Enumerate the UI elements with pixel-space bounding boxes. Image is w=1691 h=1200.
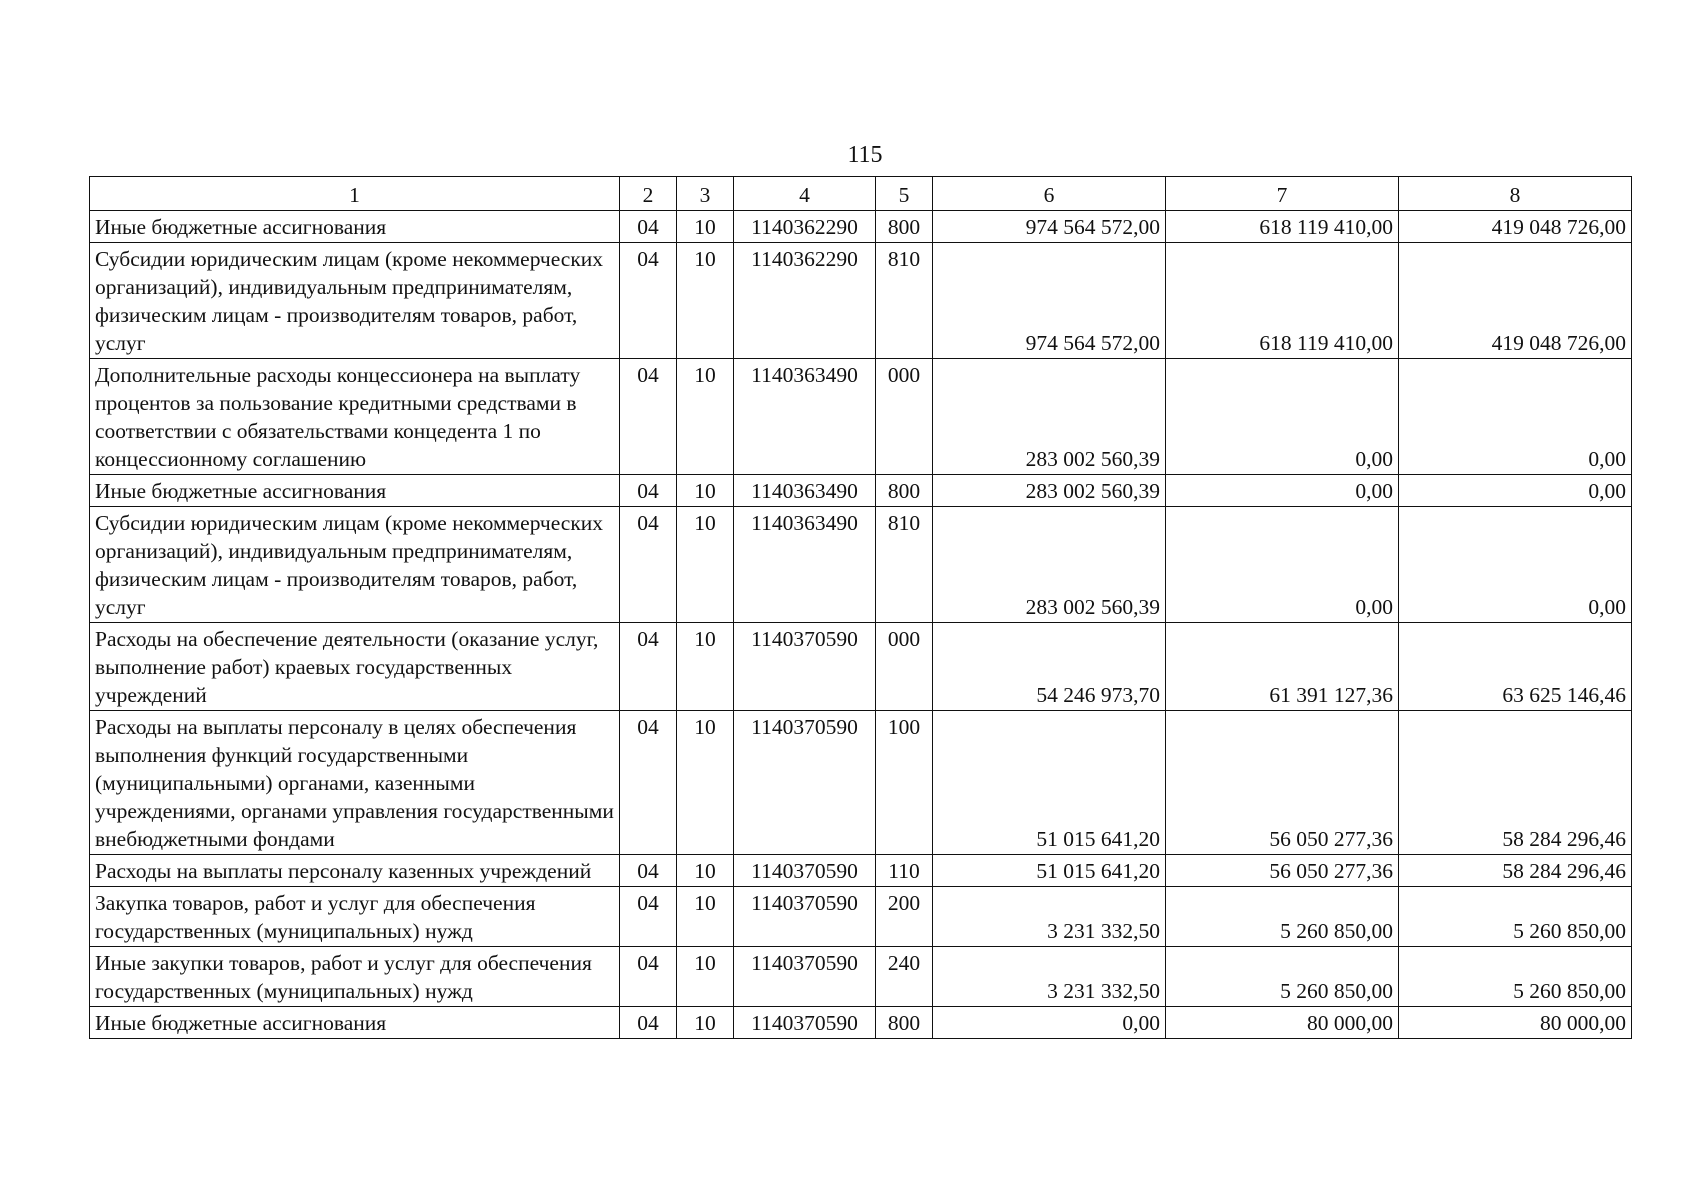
amount-year3-cell: 419 048 726,00 (1399, 211, 1632, 243)
amount-year1-cell: 283 002 560,39 (933, 359, 1166, 475)
target-article-cell: 1140363490 (734, 475, 876, 507)
target-article-cell: 1140370590 (734, 947, 876, 1007)
subsection-code-cell: 10 (677, 359, 734, 475)
expense-name-cell (90, 507, 620, 623)
table-row (90, 243, 1632, 359)
expense-name-cell (90, 947, 620, 1007)
subsection-code-cell: 10 (677, 243, 734, 359)
expense-type-cell: 000 (876, 359, 933, 475)
target-article-cell: 1140362290 (734, 243, 876, 359)
expense-name: Субсидии юридическим лицам (кроме некоммерческих организаций), индивидуальным предпринимателям, физическим лицам - производителям товаров, работ, услуг (95, 511, 604, 619)
header-row (90, 177, 1632, 211)
amount-year3-cell: 0,00 (1399, 359, 1632, 475)
expense-name-cell (90, 359, 620, 475)
header-cell-2: 2 (620, 177, 677, 211)
amount-year2-cell: 0,00 (1166, 507, 1399, 623)
amount-year1-cell: 974 564 572,00 (933, 243, 1166, 359)
section-code-cell: 04 (620, 623, 677, 711)
expense-name: Иные бюджетные ассигнования (95, 479, 387, 503)
amount-year1-cell: 974 564 572,00 (933, 211, 1166, 243)
amount-year2-cell: 618 119 410,00 (1166, 243, 1399, 359)
amount-year3-cell: 80 000,00 (1399, 1007, 1632, 1039)
header-cell-6: 6 (933, 177, 1166, 211)
expense-type-cell: 110 (876, 855, 933, 887)
target-article-cell: 1140363490 (734, 507, 876, 623)
amount-year3-cell: 58 284 296,46 (1399, 711, 1632, 855)
expense-name: Дополнительные расходы концессионера на выплату процентов за пользование кредитными средствами в соответствии с обязательствами концедента 1 по концессионному соглашению (95, 363, 581, 471)
expense-name: Иные бюджетные ассигнования (95, 1011, 387, 1035)
table-body (90, 211, 1632, 1039)
section-code-cell: 04 (620, 855, 677, 887)
amount-year3-cell: 0,00 (1399, 507, 1632, 623)
header-cell-5: 5 (876, 177, 933, 211)
expense-type-cell: 800 (876, 211, 933, 243)
amount-year2-cell: 61 391 127,36 (1166, 623, 1399, 711)
expense-name: Иные закупки товаров, работ и услуг для обеспечения государственных (муниципальных) нужд (95, 951, 592, 1003)
target-article-cell: 1140370590 (734, 623, 876, 711)
amount-year1-cell: 51 015 641,20 (933, 711, 1166, 855)
section-code-cell: 04 (620, 211, 677, 243)
subsection-code-cell: 10 (677, 947, 734, 1007)
subsection-code-cell: 10 (677, 855, 734, 887)
subsection-code-cell: 10 (677, 475, 734, 507)
expense-type-cell: 800 (876, 1007, 933, 1039)
section-code-cell: 04 (620, 507, 677, 623)
expense-type-cell: 200 (876, 887, 933, 947)
amount-year3-cell: 0,00 (1399, 475, 1632, 507)
table-row (90, 855, 1632, 887)
amount-year2-cell: 0,00 (1166, 359, 1399, 475)
target-article-cell: 1140363490 (734, 359, 876, 475)
amount-year1-cell: 283 002 560,39 (933, 507, 1166, 623)
target-article-cell: 1140370590 (734, 1007, 876, 1039)
header-cell-8: 8 (1399, 177, 1632, 211)
table-row (90, 359, 1632, 475)
subsection-code-cell: 10 (677, 1007, 734, 1039)
section-code-cell: 04 (620, 475, 677, 507)
expense-name-cell (90, 1007, 620, 1039)
expense-name: Иные бюджетные ассигнования (95, 215, 387, 239)
expense-name: Расходы на выплаты персоналу в целях обеспечения выполнения функций государственными (муниципальными) органами, казенными учреждениями, органами управления государственными внебюджетными фондами (95, 715, 614, 851)
amount-year2-cell: 5 260 850,00 (1166, 887, 1399, 947)
amount-year2-cell: 56 050 277,36 (1166, 855, 1399, 887)
expense-name: Закупка товаров, работ и услуг для обеспечения государственных (муниципальных) нужд (95, 891, 536, 943)
header-cell-1: 1 (90, 177, 620, 211)
subsection-code-cell: 10 (677, 211, 734, 243)
table-row (90, 947, 1632, 1007)
expense-name-cell (90, 623, 620, 711)
expense-type-cell: 240 (876, 947, 933, 1007)
expense-type-cell: 800 (876, 475, 933, 507)
table-row (90, 1007, 1632, 1039)
table-row (90, 711, 1632, 855)
target-article-cell: 1140370590 (734, 855, 876, 887)
section-code-cell: 04 (620, 711, 677, 855)
amount-year3-cell: 63 625 146,46 (1399, 623, 1632, 711)
expense-name-cell (90, 855, 620, 887)
amount-year3-cell: 419 048 726,00 (1399, 243, 1632, 359)
subsection-code-cell: 10 (677, 623, 734, 711)
amount-year1-cell: 54 246 973,70 (933, 623, 1166, 711)
target-article-cell: 1140370590 (734, 711, 876, 855)
table-row (90, 507, 1632, 623)
table-row (90, 623, 1632, 711)
expense-name-cell (90, 475, 620, 507)
table-row (90, 475, 1632, 507)
section-code-cell: 04 (620, 887, 677, 947)
amount-year3-cell: 5 260 850,00 (1399, 887, 1632, 947)
expense-name: Субсидии юридическим лицам (кроме некоммерческих организаций), индивидуальным предпринимателям, физическим лицам - производителям товаров, работ, услуг (95, 247, 604, 355)
expense-name: Расходы на выплаты персоналу казенных учреждений (95, 859, 592, 883)
page-number: 115 (847, 142, 883, 168)
section-code-cell: 04 (620, 243, 677, 359)
table-row (90, 211, 1632, 243)
header-cell-7: 7 (1166, 177, 1399, 211)
amount-year2-cell: 0,00 (1166, 475, 1399, 507)
expense-name-cell (90, 211, 620, 243)
section-code-cell: 04 (620, 359, 677, 475)
budget-table (89, 176, 1632, 1039)
amount-year3-cell: 58 284 296,46 (1399, 855, 1632, 887)
header-cell-4: 4 (734, 177, 876, 211)
subsection-code-cell: 10 (677, 711, 734, 855)
section-code-cell: 04 (620, 1007, 677, 1039)
expense-name-cell (90, 711, 620, 855)
amount-year1-cell: 51 015 641,20 (933, 855, 1166, 887)
target-article-cell: 1140370590 (734, 887, 876, 947)
amount-year1-cell: 283 002 560,39 (933, 475, 1166, 507)
header-cell-3: 3 (677, 177, 734, 211)
table-row (90, 887, 1632, 947)
amount-year1-cell: 3 231 332,50 (933, 947, 1166, 1007)
section-code-cell: 04 (620, 947, 677, 1007)
amount-year1-cell: 3 231 332,50 (933, 887, 1166, 947)
expense-type-cell: 100 (876, 711, 933, 855)
expense-name-cell (90, 887, 620, 947)
amount-year1-cell: 0,00 (933, 1007, 1166, 1039)
expense-type-cell: 810 (876, 243, 933, 359)
amount-year2-cell: 5 260 850,00 (1166, 947, 1399, 1007)
amount-year3-cell: 5 260 850,00 (1399, 947, 1632, 1007)
amount-year2-cell: 56 050 277,36 (1166, 711, 1399, 855)
expense-name-cell (90, 243, 620, 359)
subsection-code-cell: 10 (677, 507, 734, 623)
amount-year2-cell: 80 000,00 (1166, 1007, 1399, 1039)
target-article-cell: 1140362290 (734, 211, 876, 243)
amount-year2-cell: 618 119 410,00 (1166, 211, 1399, 243)
subsection-code-cell: 10 (677, 887, 734, 947)
expense-name: Расходы на обеспечение деятельности (оказание услуг, выполнение работ) краевых государственных учреждений (95, 627, 599, 707)
expense-type-cell: 000 (876, 623, 933, 711)
expense-type-cell: 810 (876, 507, 933, 623)
